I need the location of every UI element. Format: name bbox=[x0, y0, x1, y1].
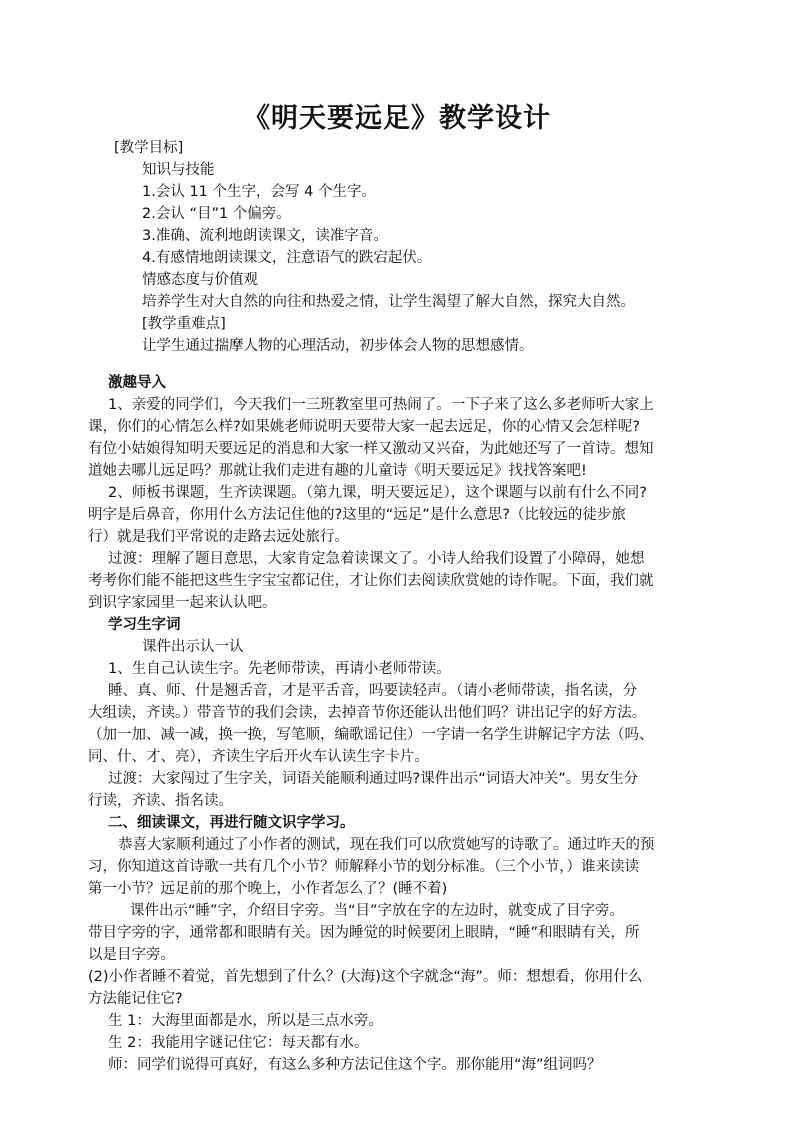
paragraph-line: 考考你们能不能把这些生字宝宝都记住，才让你们去阅读欣赏她的诗作呢。下面，我们就 bbox=[88, 573, 654, 589]
subheading-attitude: 情感态度与价值观 bbox=[142, 272, 258, 288]
paragraph-line: 过渡：大家闯过了生字关，词语关能顺利通过吗?课件出示“词语大冲关”。男女生分 bbox=[108, 771, 639, 787]
paragraph-line: 生 2：我能用字谜记住它：每天都有水。 bbox=[108, 1035, 369, 1051]
section-heading-close-reading: 二、细读课文，再进行随文识字学习。 bbox=[108, 815, 355, 831]
section-heading-objectives: [教学目标] bbox=[114, 140, 184, 156]
paragraph-line: (2)小作者睡不着觉，首先想到了什么？(大海)这个字就念“海”。师：想想看，你用什么 bbox=[88, 969, 643, 985]
paragraph-line: 师：同学们说得可真好，有这么多种方法记住这个字。那你能用“海”组词吗？ bbox=[108, 1057, 602, 1073]
paragraph-line: 道她去哪儿远足吗？那就让我们走进有趣的儿童诗《明天要远足》找找答案吧! bbox=[88, 463, 587, 479]
section-heading-vocabulary: 学习生字词 bbox=[108, 617, 181, 633]
paragraph-line: 课件出示认一认 bbox=[142, 639, 244, 655]
objective-item: 4.有感情地朗读课文，注意语气的跌宕起伏。 bbox=[142, 250, 432, 266]
paragraph-line: 睡、真、师、什是翘舌音，才是平舌音，吗要读轻声。（请小老师带读，指名读，分 bbox=[108, 683, 638, 699]
document-title: 《明天要远足》教学设计 bbox=[243, 103, 551, 134]
paragraph-line: 过渡：理解了题目意思，大家肯定急着读课文了。小诗人给我们设置了小障碍，她想 bbox=[108, 551, 645, 567]
paragraph-line: 课件出示“睡”字，介绍目字旁。当“目”字放在字的左边时，就变成了目字旁。 bbox=[130, 903, 625, 919]
paragraph-line: 明字是后鼻音，你用什么方法记住他的?这里的“远足”是什么意思?（比较远的徒步旅 bbox=[88, 507, 626, 523]
paragraph-line: 以是目字旁。 bbox=[88, 947, 175, 963]
paragraph-line: 恭喜大家顺利通过了小作者的测试，现在我们可以欣赏她写的诗歌了。通过昨天的预 bbox=[118, 837, 655, 853]
paragraph-line: 带目字旁的字，通常都和眼睛有关。因为睡觉的时候要闭上眼睛，“睡”和眼睛有关，所 bbox=[88, 925, 640, 941]
paragraph-line: 大组读，齐读。）带音节的我们会读，去掉音节你还能认出他们吗？讲出记字的好方法。 bbox=[88, 705, 647, 721]
section-heading-intro: 激趣导入 bbox=[108, 375, 166, 391]
objective-item: 3.准确、流利地朗读课文，读准字音。 bbox=[142, 228, 388, 244]
paragraph-line: 第一小节？远足前的那个晚上，小作者怎么了？(睡不着) bbox=[88, 881, 448, 897]
paragraph-line: 行）就是我们平常说的走路去远处旅行。 bbox=[88, 529, 349, 545]
paragraph-line: 同、什、才、亮），齐读生字后开火车认读生字卡片。 bbox=[88, 749, 429, 765]
key-point-text: 让学生通过揣摩人物的心理活动，初步体会人物的思想感情。 bbox=[142, 338, 534, 354]
paragraph-line: 习，你知道这首诗歌一共有几个小节？师解释小节的划分标准。（三个小节，）谁来读读 bbox=[88, 859, 639, 875]
paragraph-line: 1、亲爱的同学们，今天我们一三班教室里可热闹了。一下子来了这么多老师听大家上 bbox=[108, 397, 654, 413]
subheading-knowledge: 知识与技能 bbox=[142, 162, 215, 178]
objective-item: 2.会认 “目”1 个偏旁。 bbox=[142, 206, 291, 222]
paragraph-line: （加一加、减一减，换一换，写笔顺，编歌谣记住）一字请一名学生讲解记字方法（吗、 bbox=[88, 727, 654, 743]
paragraph-line: 方法能记住它? bbox=[88, 991, 183, 1007]
paragraph-line: 课，你们的心情怎么样?如果姚老师说明天要带大家一起去远足，你的心情又会怎样呢? bbox=[88, 419, 640, 435]
section-heading-key-points: [教学重难点] bbox=[142, 316, 226, 332]
paragraph-line: 有位小姑娘得知明天要远足的消息和大家一样又激动又兴奋，为此她还写了一首诗。想知 bbox=[88, 441, 654, 457]
objective-item: 培养学生对大自然的向往和热爱之情，让学生渴望了解大自然，探究大自然。 bbox=[142, 294, 635, 310]
paragraph-line: 到识字家园里一起来认认吧。 bbox=[88, 595, 277, 611]
paragraph-line: 1、生自己认读生字。先老师带读，再请小老师带读。 bbox=[108, 661, 451, 677]
objective-item: 1.会认 11 个生字，会写 4 个生字。 bbox=[142, 184, 376, 200]
paragraph-line: 生 1：大海里面都是水，所以是三点水旁。 bbox=[108, 1013, 383, 1029]
paragraph-line: 行读，齐读、指名读。 bbox=[88, 793, 233, 809]
paragraph-line: 2、师板书课题，生齐读课题。（第九课，明天要远足），这个课题与以前有什么不同? bbox=[108, 485, 647, 501]
